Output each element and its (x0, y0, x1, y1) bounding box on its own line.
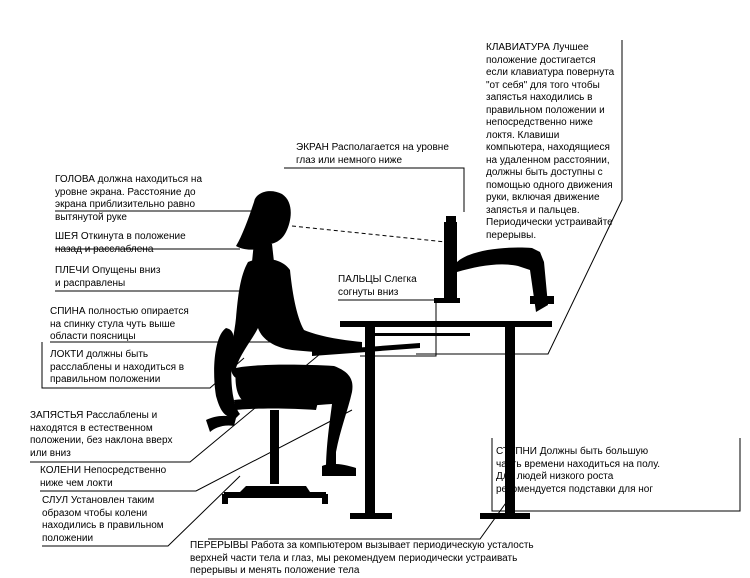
label-feet: СТУПНИ Должны быть большую часть времени находиться на полу. Для людей низкого роста рекомендуется подставки для ног (496, 446, 661, 495)
label-breaks: ПЕРЕРЫВЫ Работа за компьютером вызывает периодическую усталость верхней части тела и глаз, мы рекомендуем периодически устраивать перерывы и менять положение тела (190, 540, 534, 576)
label-neck: ШЕЯ Откинута в положение назад и расслаблена (55, 231, 186, 255)
label-fingers: ПАЛЬЦЫ Слегка согнуты вниз (338, 274, 417, 298)
label-chair: СЛУЛ Установлен таким образом чтобы колени находились в правильном положении (42, 495, 164, 544)
label-elbows: ЛОКТИ должны быть расслаблены и находиться в правильном положении (50, 349, 185, 385)
label-knees: КОЛЕНИ Непосредственно ниже чем локти (40, 465, 167, 489)
label-keyboard: КЛАВИАТУРА Лучшее положение достигается если клавиатура повернута "от себя" для того чтобы запястья находились в правильном положении и непосредственно ниже локтя. Клавиши компьютера, находящиеся на удаленном расстоянии, должны быть доступны с помощью одного движения руки, включая движение запястья и пальцев. Периодически устраивайте перерывы. (486, 42, 615, 241)
leader-screen (284, 168, 464, 212)
person-silhouette (230, 191, 362, 476)
label-head: ГОЛОВА должна находиться на уровне экрана. Расстояние до экрана приблизительно равно вытянутой руке (55, 174, 203, 223)
label-wrists: ЗАПЯСТЬЯ Расслаблены и находятся в естественном положении, без наклона вверх или вниз (30, 410, 173, 459)
leader-breaks (208, 500, 508, 539)
sight-line (292, 226, 446, 242)
label-shoulders: ПЛЕЧИ Опущены вниз и расправлены (55, 265, 161, 289)
label-screen: ЭКРАН Располагается на уровне глаз или немного ниже (296, 142, 449, 166)
chair (206, 328, 328, 504)
label-back: СПИНА полностью опирается на спинку стула чуть выше области поясницы (50, 306, 189, 342)
